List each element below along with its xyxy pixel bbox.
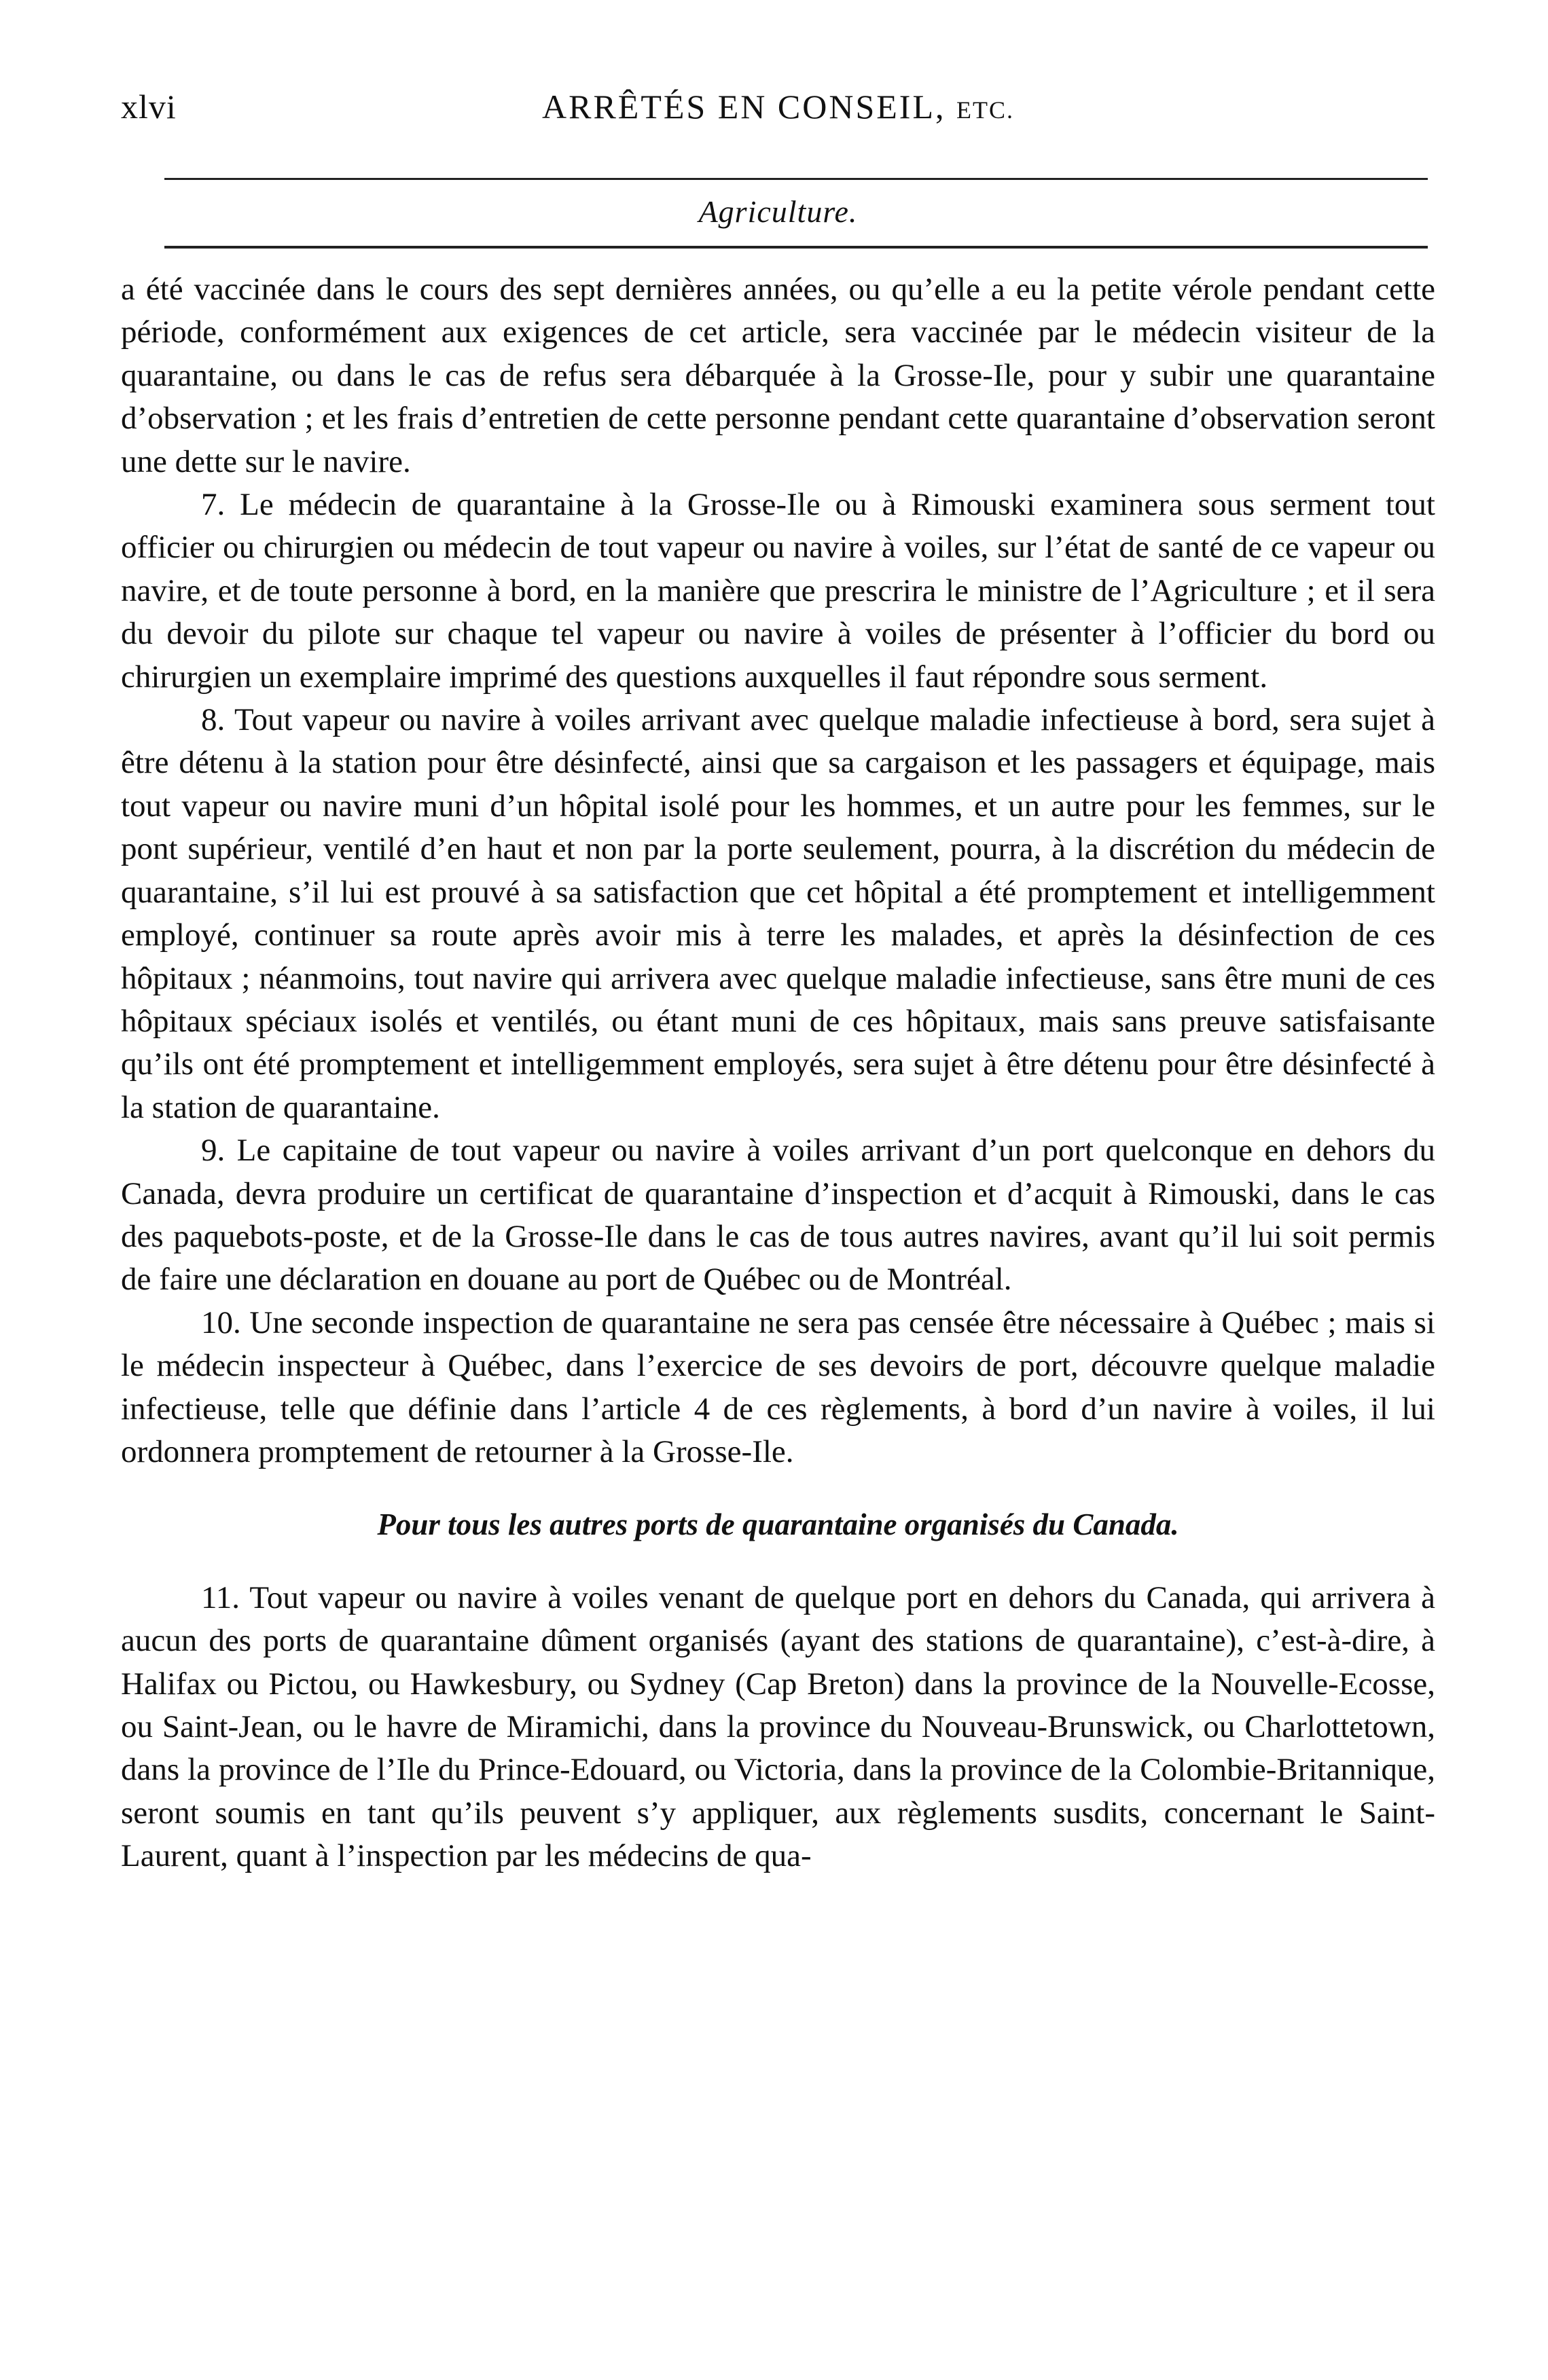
paragraph-continuation: a été vaccinée dans le cours des sept dernières années, ou qu’elle a eu la petite vérole pendant cette période, conformément aux exigences de cet article, sera vaccinée par le médecin visiteur de la quarantaine, ou dans le cas de refus sera débarquée à la Grosse-Ile, pour y subir une quarantaine d’observation ; et les frais d’entretien de cette personne pendant cette quarantaine d’observation seront une dette sur le navire. xyxy=(121,272,1435,479)
subheading-other-ports: Pour tous les autres ports de quarantaine organisés du Canada. xyxy=(377,1507,1179,1542)
header-rule-top xyxy=(164,178,1428,180)
paragraph-article-8: 8. Tout vapeur ou navire à voiles arrivant avec quelque maladie infectieuse à bord, sera sujet à être détenu à la station pour être désinfecté, ainsi que sa cargaison et les passagers et équipage, mais tout vapeur ou navire muni d’un hôpital isolé pour les hommes, et un autre pour les femmes, sur le pont supérieur, ventilé d’en haut et non par la porte seulement, pourra, à la discrétion du médecin de quarantaine, s’il lui est prouvé à sa satisfaction que cet hôpital a été promptement et intelligemment employé, continuer sa route après avoir mis à terre les malades, et après la désinfection de ces hôpitaux ; néanmoins, tout navire qui arrivera avec quelque maladie infectieuse, sans être muni de ces hôpitaux spéciaux isolés et ventilés, ou étant muni de ces hôpitaux, mais sans preuve satisfaisante qu’ils ont été promptement et intelligemment employés, sera sujet à être détenu pour être désinfecté à la station de quarantaine. xyxy=(121,702,1435,1125)
page-number: xlvi xyxy=(121,88,177,126)
body-text xyxy=(121,268,1435,1878)
running-title-main: ARRÊTÉS EN CONSEIL, xyxy=(542,88,946,126)
section-title: Agriculture. xyxy=(698,194,858,229)
running-header xyxy=(121,87,1435,141)
running-title-suffix: ETC. xyxy=(956,96,1014,124)
paragraph-article-11: 11. Tout vapeur ou navire à voiles venant de quelque port en dehors du Canada, qui arrivera à aucun des ports de quarantaine dûment organisés (ayant des stations de quarantaine), c’est-à-dire, à Halifax ou Pictou, ou Hawkesbury, ou Sydney (Cap Breton) dans la province de la Nouvelle-Ecosse, ou Saint-Jean, ou le havre de Miramichi, dans la province du Nouveau-Brunswick, ou Charlottetown, dans la province de l’Ile du Prince-Edouard, ou Victoria, dans la province de la Colombie-Britannique, seront soumis en tant qu’ils peuvent s’y appliquer, aux règlements susdits, concernant le Saint-Laurent, quant à l’inspection par les médecins de qua- xyxy=(121,1579,1435,1874)
running-title xyxy=(121,87,1435,126)
paragraph-article-10: 10. Une seconde inspection de quarantaine ne sera pas censée être nécessaire à Québec ; mais si le médecin inspecteur à Québec, dans l’exercice de ses devoirs de port, découvre quelque maladie infectieuse, telle que définie dans l’article 4 de ces règlements, à bord d’un navire à voiles, il lui ordonnera promptement de retourner à la Grosse-Ile. xyxy=(121,1304,1435,1469)
paragraph-article-9: 9. Le capitaine de tout vapeur ou navire à voiles arrivant d’un port quelconque en dehors du Canada, devra produire un certificat de quarantaine d’inspection et d’acquit à Rimouski, dans le cas des paquebots-poste, et de la Grosse-Ile dans le cas de tous autres navires, avant qu’il lui soit permis de faire une déclaration en douane au port de Québec ou de Montréal. xyxy=(121,1133,1435,1298)
header-rule-bottom xyxy=(164,246,1428,249)
paragraph-article-7: 7. Le médecin de quarantaine à la Grosse-Ile ou à Rimouski examinera sous serment tout officier ou chirurgien ou médecin de tout vapeur ou navire à voiles, sur l’état de santé de ce vapeur ou navire, et de toute personne à bord, en la manière que prescrira le ministre de l’Agriculture ; et il sera du devoir du pilote sur chaque tel vapeur ou navire à voiles de présenter à l’officier du bord ou chirurgien un exemplaire imprimé des questions auxquelles il faut répondre sous serment. xyxy=(121,487,1435,695)
